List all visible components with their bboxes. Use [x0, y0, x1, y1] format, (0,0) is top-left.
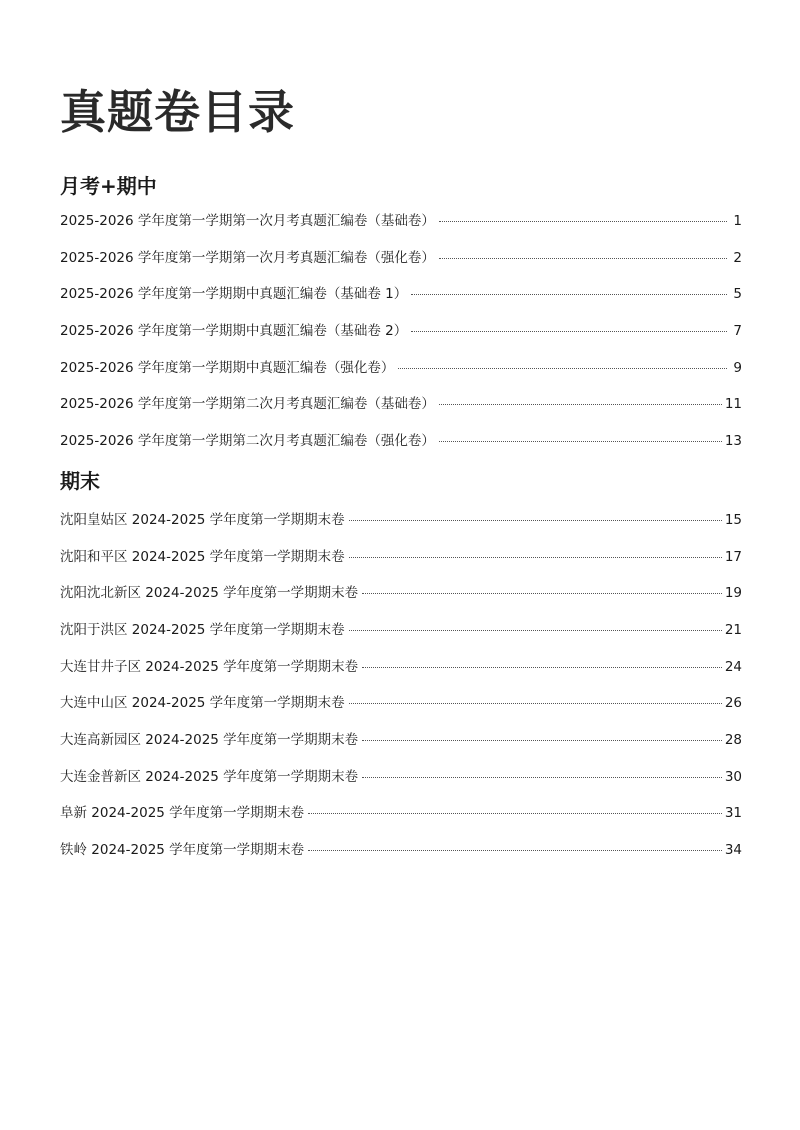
toc-entry-page: 34	[724, 842, 742, 858]
toc-entry-page: 21	[724, 621, 742, 638]
toc-entry-title: 铁岭 2024-2025 学年度第一学期期末卷	[60, 842, 305, 858]
toc-entry-page: 13	[724, 433, 742, 450]
toc-entry-page: 15	[724, 511, 742, 528]
toc-list	[60, 209, 742, 466]
toc-entry-page: 28	[724, 731, 742, 748]
toc-entry[interactable]	[60, 691, 742, 728]
toc-entry-title: 2025-2026 学年度第一学期第二次月考真题汇编卷（强化卷）	[60, 433, 435, 450]
dot-leader	[308, 850, 722, 851]
page-title: 真题卷目录	[60, 85, 295, 139]
toc-entry-page: 26	[724, 695, 742, 712]
dot-leader	[411, 331, 727, 332]
toc-entry-title: 2025-2026 学年度第一学期第一次月考真题汇编卷（强化卷）	[60, 249, 435, 266]
toc-entry[interactable]	[60, 319, 742, 356]
toc-page	[60, 0, 742, 875]
dot-leader	[362, 667, 722, 668]
section-heading: 月考+期中	[60, 174, 157, 198]
toc-entry-page: 9	[733, 359, 742, 376]
toc-entry-page: 1	[733, 213, 742, 229]
dot-leader	[398, 368, 727, 369]
toc-entry-page: 7	[733, 323, 742, 340]
dot-leader	[439, 221, 727, 222]
toc-entry[interactable]	[60, 356, 742, 393]
toc-entry[interactable]	[60, 581, 742, 618]
toc-entry-page: 17	[724, 548, 742, 565]
toc-entry[interactable]	[60, 209, 742, 246]
toc-entry[interactable]	[60, 282, 742, 319]
dot-leader	[439, 441, 722, 442]
toc-entry-page: 31	[724, 805, 742, 822]
dot-leader	[439, 258, 727, 259]
toc-entry-page: 11	[724, 396, 742, 413]
toc-entry-title: 沈阳和平区 2024-2025 学年度第一学期期末卷	[60, 548, 345, 565]
toc-entry-page: 24	[724, 658, 742, 675]
toc-entry[interactable]	[60, 801, 742, 838]
section-heading: 期末	[60, 468, 100, 493]
toc-entry[interactable]	[60, 545, 742, 582]
dot-leader	[411, 294, 727, 295]
toc-entry-title: 2025-2026 学年度第一学期第二次月考真题汇编卷（基础卷）	[60, 396, 435, 413]
dot-leader	[362, 593, 722, 594]
toc-entry[interactable]	[60, 508, 742, 545]
toc-list	[60, 508, 742, 875]
toc-entry-title: 沈阳于洪区 2024-2025 学年度第一学期期末卷	[60, 621, 345, 638]
dot-leader	[349, 520, 722, 521]
toc-entry[interactable]	[60, 838, 742, 875]
dot-leader	[349, 703, 722, 704]
toc-entry[interactable]	[60, 429, 742, 466]
toc-entry-title: 2025-2026 学年度第一学期期中真题汇编卷（基础卷 2）	[60, 323, 408, 340]
toc-entry-page: 2	[733, 249, 742, 266]
toc-entry[interactable]	[60, 655, 742, 692]
toc-entry-page: 30	[724, 768, 742, 785]
toc-entry-title: 大连高新园区 2024-2025 学年度第一学期期末卷	[60, 731, 359, 748]
dot-leader	[439, 404, 722, 405]
toc-entry-title: 大连金普新区 2024-2025 学年度第一学期期末卷	[60, 768, 359, 785]
section-final	[60, 468, 742, 875]
toc-entry-title: 大连甘井子区 2024-2025 学年度第一学期期末卷	[60, 658, 359, 675]
toc-entry[interactable]	[60, 246, 742, 283]
toc-entry-title: 阜新 2024-2025 学年度第一学期期末卷	[60, 805, 305, 822]
dot-leader	[362, 777, 722, 778]
toc-entry[interactable]	[60, 618, 742, 655]
toc-entry[interactable]	[60, 728, 742, 765]
dot-leader	[308, 813, 722, 814]
toc-entry-title: 大连中山区 2024-2025 学年度第一学期期末卷	[60, 695, 345, 712]
toc-entry[interactable]	[60, 765, 742, 802]
toc-entry-title: 2025-2026 学年度第一学期期中真题汇编卷（强化卷）	[60, 359, 395, 376]
toc-entry-page: 5	[733, 286, 742, 303]
toc-entry[interactable]	[60, 392, 742, 429]
toc-entry-title: 沈阳皇姑区 2024-2025 学年度第一学期期末卷	[60, 511, 345, 528]
dot-leader	[362, 740, 722, 741]
toc-entry-page: 19	[724, 585, 742, 602]
section-monthly-midterm	[60, 173, 742, 466]
toc-entry-title: 2025-2026 学年度第一学期期中真题汇编卷（基础卷 1）	[60, 286, 408, 303]
dot-leader	[349, 630, 722, 631]
toc-entry-title: 2025-2026 学年度第一学期第一次月考真题汇编卷（基础卷）	[60, 213, 435, 229]
dot-leader	[349, 557, 722, 558]
toc-entry-title: 沈阳沈北新区 2024-2025 学年度第一学期期末卷	[60, 585, 359, 602]
